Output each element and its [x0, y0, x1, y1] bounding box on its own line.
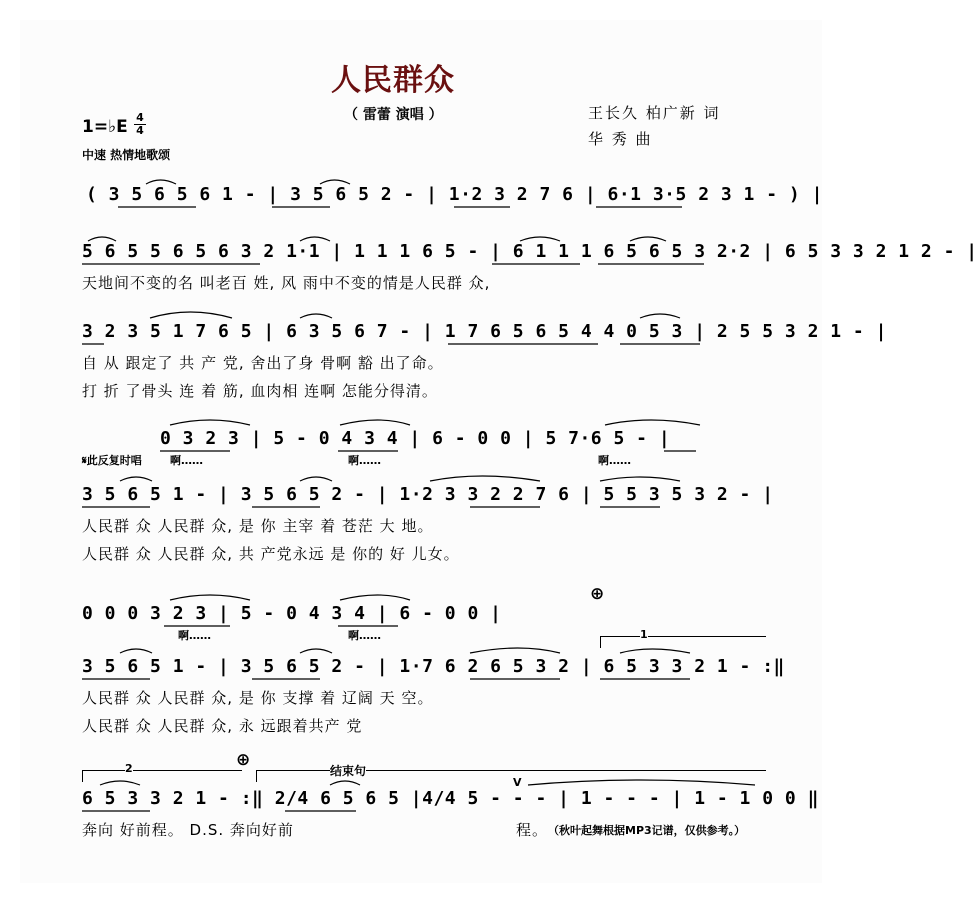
tie [170, 420, 250, 425]
slur [120, 649, 152, 653]
ending-label: 结束句 [330, 764, 367, 778]
slur [620, 649, 690, 653]
lyric-line-3b: 打 折 了骨头 连 着 筋, 血肉相 连啊 怎能分得清。 [82, 382, 438, 400]
time-top: 4 [136, 111, 144, 124]
slur [146, 180, 176, 184]
slur [300, 649, 332, 653]
tie [605, 420, 700, 425]
slur [630, 237, 666, 241]
lyric-line-7a: 人民群 众 人民群 众, 是 你 支撑 着 辽阔 天 空。 [82, 689, 434, 707]
lyric-line-3a: 自 从 跟定了 共 产 党, 舍出了身 骨啊 豁 出了命。 [82, 354, 444, 372]
singer-credit: （ 雷蕾 演唱 ） [344, 107, 443, 123]
lyric-line-5a: 人民群 众 人民群 众, 是 你 主宰 着 苍茫 大 地。 [82, 517, 434, 535]
slur [320, 180, 350, 184]
tie [170, 595, 250, 600]
slur [300, 477, 332, 481]
tie [340, 420, 410, 425]
slur [300, 314, 332, 318]
score-line-8: 6 5 3 3 2 1 - :‖ 2/4 6 5 6 5 |4/4 5 - - - | 1 - - - | 1 - 1 0 0 ‖ [82, 788, 819, 809]
transcriber-note: （秋叶起舞根据MP3记谱，仅供参考。） [548, 824, 746, 837]
ah-lyric: 啊…… [348, 629, 381, 642]
ah-lyric: 啊…… [348, 454, 381, 467]
slur [470, 648, 560, 653]
lyric-line-8-end: 程。 [516, 821, 549, 839]
ah-lyric: 啊…… [598, 454, 631, 467]
score-line-6: 0 0 0 3 2 3 | 5 - 0 4 3 4 | 6 - 0 0 | [82, 603, 502, 624]
score-line-4: 0 3 2 3 | 5 - 0 4 3 4 | 6 - 0 0 | 5 7·6 5 - | [160, 428, 671, 449]
slur [330, 781, 360, 785]
tie [340, 595, 410, 600]
coda-sign: ⊕ [236, 750, 251, 770]
ah-lyric: 啊…… [170, 454, 203, 467]
score-line-3: 3 2 3 5 1 7 6 5 | 6 3 5 6 7 - | 1 7 6 5 6 5 4 4 0 5 3 | 2 5 5 3 2 1 - | [82, 321, 887, 342]
slur [120, 477, 152, 481]
tie [528, 780, 755, 785]
segno-instruction: 𝄋此反复时唱 [82, 454, 142, 467]
slur [430, 476, 540, 481]
lyricist-credit: 王长久 柏广新 词 [588, 104, 721, 122]
lyric-line-8: 奔向 好前程。 D.S. 奔向好前 [82, 821, 294, 839]
time-bottom: 4 [134, 124, 146, 137]
tempo-marking: 中速 热情地歌颂 [82, 148, 171, 162]
breath-mark: V [513, 776, 522, 789]
slur [600, 477, 680, 481]
score-line-2: 5 6 5 5 6 5 6 3 2 1·1 | 1 1 1 6 5 - | 6 1 1 1 6 5 6 5 3 2·2 | 6 5 3 3 2 1 2 - | [82, 241, 978, 262]
key-signature: 1=♭E [82, 117, 128, 137]
slur [640, 314, 680, 318]
slur [300, 237, 330, 241]
lyric-line-5b: 人民群 众 人民群 众, 共 产党永远 是 你的 好 儿女。 [82, 545, 460, 563]
slur [520, 237, 560, 241]
lyric-line-2: 天地间不变的名 叫老百 姓, 风 雨中不变的情是人民群 众, [82, 274, 491, 292]
volta-number-2: 2 [125, 762, 133, 775]
composer-credit: 华 秀 曲 [588, 130, 653, 148]
lyric-line-7b: 人民群 众 人民群 众, 永 远跟着共产 党 [82, 717, 363, 735]
volta-number-1: 1 [640, 628, 648, 641]
slur [100, 781, 140, 785]
slur [88, 237, 116, 241]
ah-lyric: 啊…… [178, 629, 211, 642]
slur [150, 312, 232, 318]
score-line-1: ( 3 5 6 5 6 1 - | 3 5 6 5 2 - | 1·2 3 2 7 6 | 6·1 3·5 2 3 1 - ) | [86, 184, 823, 205]
score-line-7: 3 5 6 5 1 - | 3 5 6 5 2 - | 1·7 6 2 6 5 3 2 | 6 5 3 3 2 1 - :‖ [82, 656, 785, 677]
song-title: 人民群众 [331, 63, 455, 98]
coda-sign: ⊕ [590, 584, 605, 604]
score-line-5: 3 5 6 5 1 - | 3 5 6 5 2 - | 1·2 3 3 2 2 7 6 | 5 5 3 5 3 2 - | [82, 484, 774, 505]
